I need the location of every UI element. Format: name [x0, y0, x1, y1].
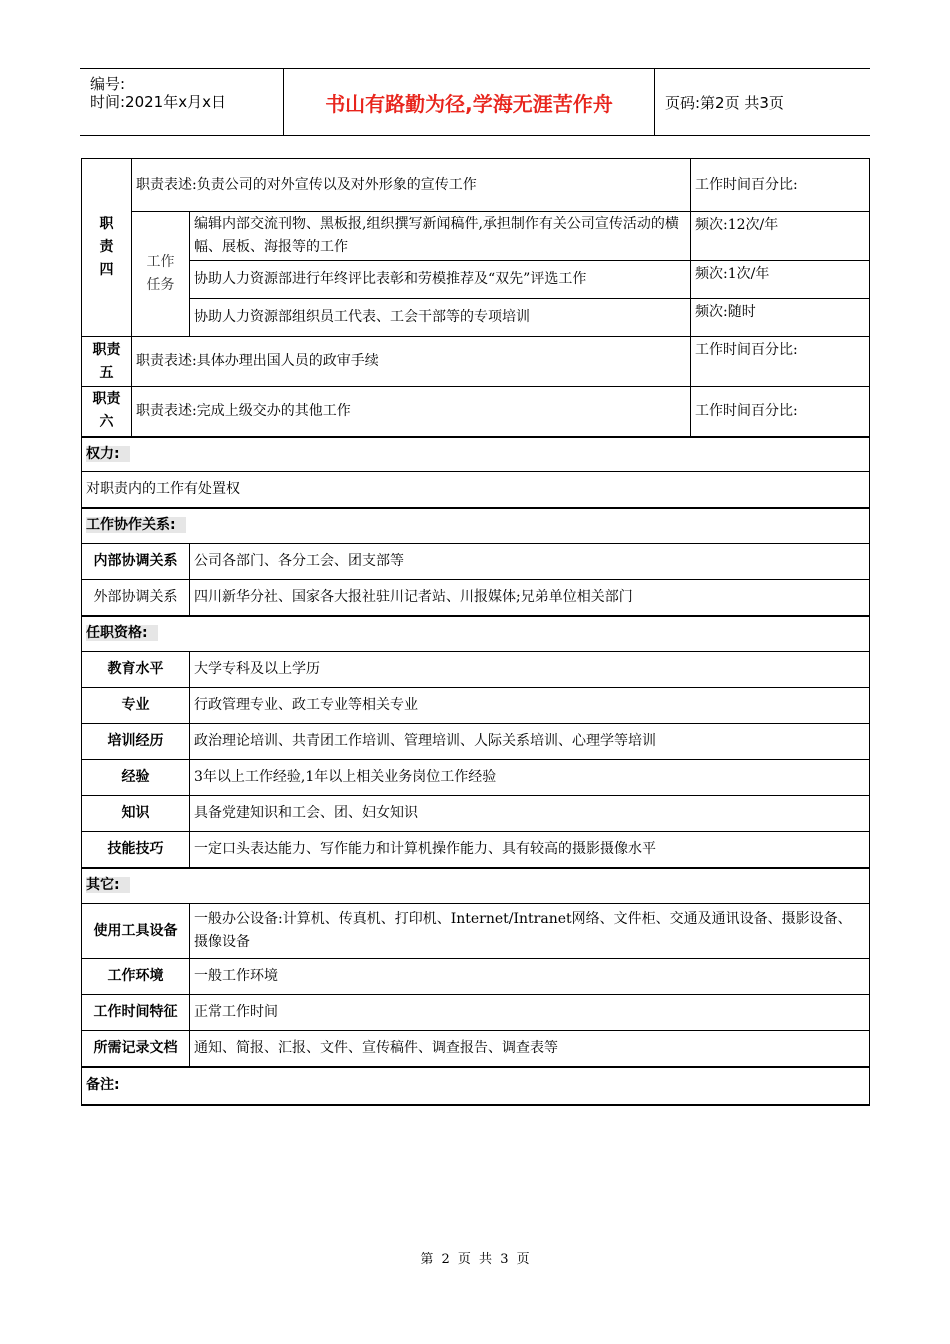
other-value: 一般工作环境: [190, 959, 870, 995]
duty5-time-pct: 工作时间百分比:: [691, 337, 870, 387]
external-relation-row: [82, 580, 870, 616]
qualifications-heading-row: [82, 616, 870, 652]
internal-relation-label: 内部协调关系: [82, 544, 190, 580]
power-row: [82, 472, 870, 508]
external-relation-value: 四川新华分社、国家各大报社驻川记者站、川报媒体;兄弟单位相关部门: [190, 580, 870, 616]
job-description-table: [81, 158, 870, 1106]
duty4-task-row: [82, 261, 870, 299]
qualification-row: [82, 760, 870, 796]
time-label: 时间:2021年x月x日: [90, 93, 226, 111]
other-label: 工作环境: [82, 959, 190, 995]
duty4-task-row: [82, 299, 870, 337]
page-header: [80, 68, 870, 136]
other-row: [82, 995, 870, 1031]
other-heading: 其它:: [82, 868, 870, 904]
other-row: [82, 959, 870, 995]
duty6-title: 职责六: [82, 387, 132, 437]
qualification-row: [82, 688, 870, 724]
other-value: 正常工作时间: [190, 995, 870, 1031]
header-page-label: 页码:第2页 共3页: [665, 93, 784, 112]
other-heading-row: [82, 868, 870, 904]
duty4-description: 职责表述:负责公司的对外宣传以及对外形象的宣传工作: [132, 159, 691, 212]
qualification-row: [82, 652, 870, 688]
cooperation-heading-row: [82, 508, 870, 544]
duty6-time-pct: 工作时间百分比:: [691, 387, 870, 437]
duty5-title: 职责五: [82, 337, 132, 387]
qualification-label: 教育水平: [82, 652, 190, 688]
qualification-label: 知识: [82, 796, 190, 832]
header-motto: 书山有路勤为径,学海无涯苦作舟: [284, 69, 655, 135]
header-meta: [80, 69, 284, 135]
qualification-label: 培训经历: [82, 724, 190, 760]
duty4-task-label: 工作任务: [132, 212, 190, 337]
power-text: 对职责内的工作有处置权: [82, 472, 870, 508]
duty4-task-freq: 频次:12次/年: [691, 212, 870, 261]
duty4-task-text: 协助人力资源部进行年终评比表彰和劳模推荐及“双先”评选工作: [190, 261, 691, 299]
qualification-label: 技能技巧: [82, 832, 190, 868]
duty6-description: 职责表述:完成上级交办的其他工作: [132, 387, 691, 437]
qualification-value: 政治理论培训、共青团工作培训、管理培训、人际关系培训、心理学等培训: [190, 724, 870, 760]
power-heading: 权力:: [82, 437, 870, 472]
qualification-value: 具备党建知识和工会、团、妇女知识: [190, 796, 870, 832]
qualification-label: 专业: [82, 688, 190, 724]
duty4-task-text: 编辑内部交流刊物、黑板报,组织撰写新闻稿件,承担制作有关公司宣传活动的横幅、展板、海报等的工作: [190, 212, 691, 261]
qualification-row: [82, 832, 870, 868]
qualifications-heading: 任职资格:: [82, 616, 870, 652]
duty5-row: [82, 337, 870, 387]
duty4-task-text: 协助人力资源部组织员工代表、工会干部等的专项培训: [190, 299, 691, 337]
qualification-value: 行政管理专业、政工专业等相关专业: [190, 688, 870, 724]
other-value: 通知、简报、汇报、文件、宣传稿件、调查报告、调查表等: [190, 1031, 870, 1067]
duty4-title: 职责四: [82, 159, 132, 337]
qualification-label: 经验: [82, 760, 190, 796]
internal-relation-value: 公司各部门、各分工会、团支部等: [190, 544, 870, 580]
qualification-row: [82, 724, 870, 760]
internal-relation-row: [82, 544, 870, 580]
other-label: 使用工具设备: [82, 904, 190, 959]
qualification-value: 一定口头表达能力、写作能力和计算机操作能力、具有较高的摄影摄像水平: [190, 832, 870, 868]
notes-heading: 备注:: [82, 1067, 870, 1105]
duty4-task-freq: 频次:随时: [691, 299, 870, 337]
duty4-description-row: [82, 159, 870, 212]
duty5-description: 职责表述:具体办理出国人员的政审手续: [132, 337, 691, 387]
other-label: 工作时间特征: [82, 995, 190, 1031]
duty4-task-row: [82, 212, 870, 261]
qualification-row: [82, 796, 870, 832]
number-label: 编号:: [90, 75, 126, 93]
other-label: 所需记录文档: [82, 1031, 190, 1067]
duty4-task-freq: 频次:1次/年: [691, 261, 870, 299]
page-footer: 第 2 页 共 3 页: [420, 1252, 530, 1267]
other-value: 一般办公设备:计算机、传真机、打印机、Internet/Intranet网络、文件柜、交通及通讯设备、摄影设备、摄像设备: [190, 904, 870, 959]
power-heading-row: [82, 437, 870, 472]
notes-row: [82, 1067, 870, 1105]
other-row: [82, 904, 870, 959]
qualification-value: 3年以上工作经验,1年以上相关业务岗位工作经验: [190, 760, 870, 796]
duty6-row: [82, 387, 870, 437]
external-relation-label: 外部协调关系: [82, 580, 190, 616]
other-row: [82, 1031, 870, 1067]
duty4-time-pct: 工作时间百分比:: [691, 159, 870, 212]
qualification-value: 大学专科及以上学历: [190, 652, 870, 688]
cooperation-heading: 工作协作关系:: [82, 508, 870, 544]
